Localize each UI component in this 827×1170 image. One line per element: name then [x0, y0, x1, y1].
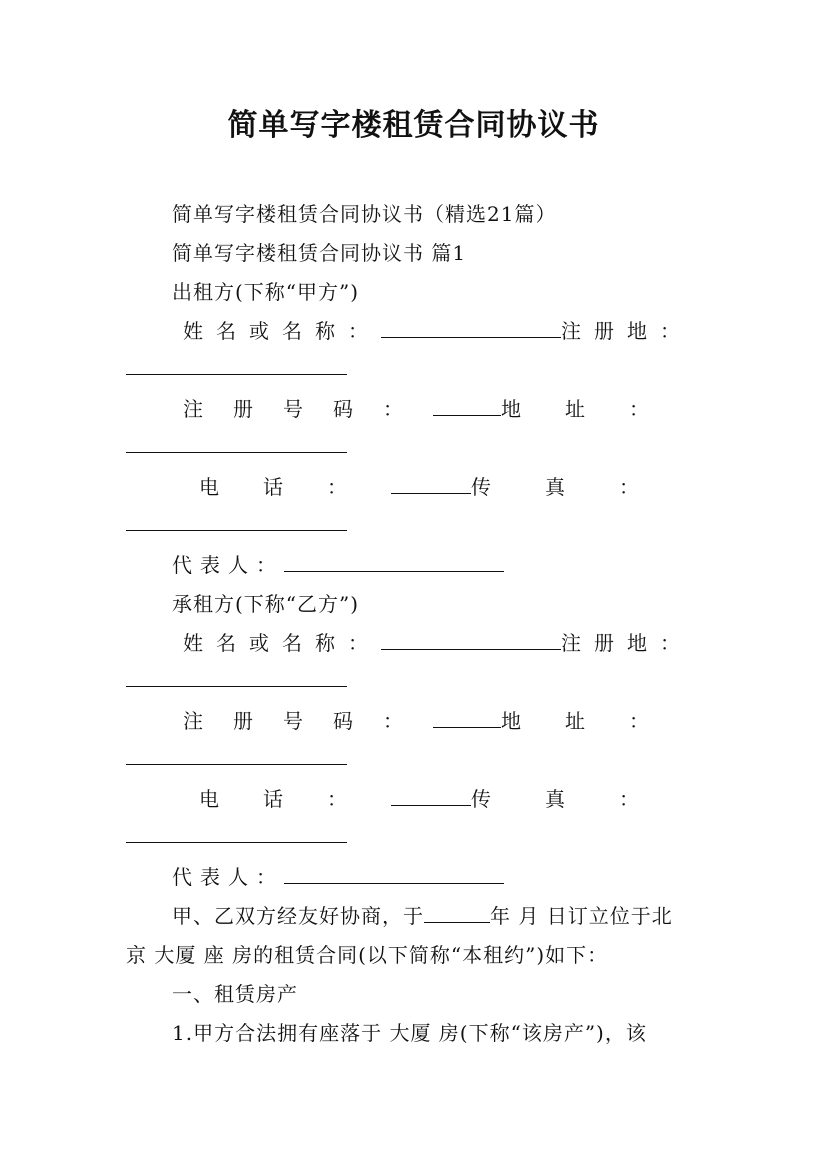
phone-label: 电话： [199, 787, 391, 811]
paragraph-line [172, 900, 673, 929]
reg-place-blank [126, 374, 347, 375]
rep-label: 代表人： [172, 865, 284, 889]
phone-label: 电话： [199, 475, 391, 499]
reg-no-blank [433, 397, 501, 416]
lessor-rep-row [172, 549, 504, 578]
lessor-phone-row [199, 471, 693, 500]
document-title: 简单写字楼租赁合同协议书 [227, 108, 600, 143]
name-label: 姓名或名称： [183, 631, 381, 655]
address-label: 地址： [501, 397, 693, 421]
name-blank [381, 319, 561, 338]
lessor-regno-row [183, 393, 693, 422]
reg-place-blank [126, 686, 347, 687]
rep-blank [284, 553, 504, 572]
para-text: 甲、乙双方经友好协商，于 [172, 904, 424, 928]
date-blank [424, 904, 490, 923]
para-text: 年 月 日订立位于北 [490, 904, 673, 928]
fax-blank [126, 842, 347, 843]
rep-blank [284, 865, 504, 884]
reg-place-label: 注册地： [561, 631, 693, 655]
lessor-name-row [183, 315, 693, 344]
address-blank [126, 764, 347, 765]
item-1-text: 1.甲方合法拥有座落于 大厦 房(下称“该房产”)，该 [172, 1021, 647, 1045]
lessee-phone-row [199, 783, 693, 812]
fax-label: 传真： [471, 475, 693, 499]
name-blank [381, 631, 561, 650]
address-blank [126, 452, 347, 453]
rep-label: 代表人： [172, 553, 284, 577]
lessor-heading: 出租方(下称“甲方”) [172, 280, 360, 304]
lessee-regno-row [183, 705, 693, 734]
reg-no-label: 注册号码： [183, 397, 433, 421]
paragraph-line: 京 大厦 座 房的租赁合同(以下简称“本租约”)如下： [126, 943, 609, 967]
fax-label: 传真： [471, 787, 693, 811]
lessee-name-row [183, 627, 693, 656]
reg-place-label: 注册地： [561, 319, 693, 343]
lessee-rep-row [172, 861, 504, 890]
section-1-heading: 一、租赁房产 [172, 982, 298, 1006]
fax-blank [126, 530, 347, 531]
reg-no-label: 注册号码： [183, 709, 433, 733]
subtitle: 简单写字楼租赁合同协议书（精选21篇） [172, 202, 557, 226]
reg-no-blank [433, 709, 501, 728]
phone-blank [391, 787, 471, 806]
section-heading: 简单写字楼租赁合同协议书 篇1 [172, 241, 467, 265]
lessee-heading: 承租方(下称“乙方”) [172, 592, 360, 616]
address-label: 地址： [501, 709, 693, 733]
phone-blank [391, 475, 471, 494]
name-label: 姓名或名称： [183, 319, 381, 343]
